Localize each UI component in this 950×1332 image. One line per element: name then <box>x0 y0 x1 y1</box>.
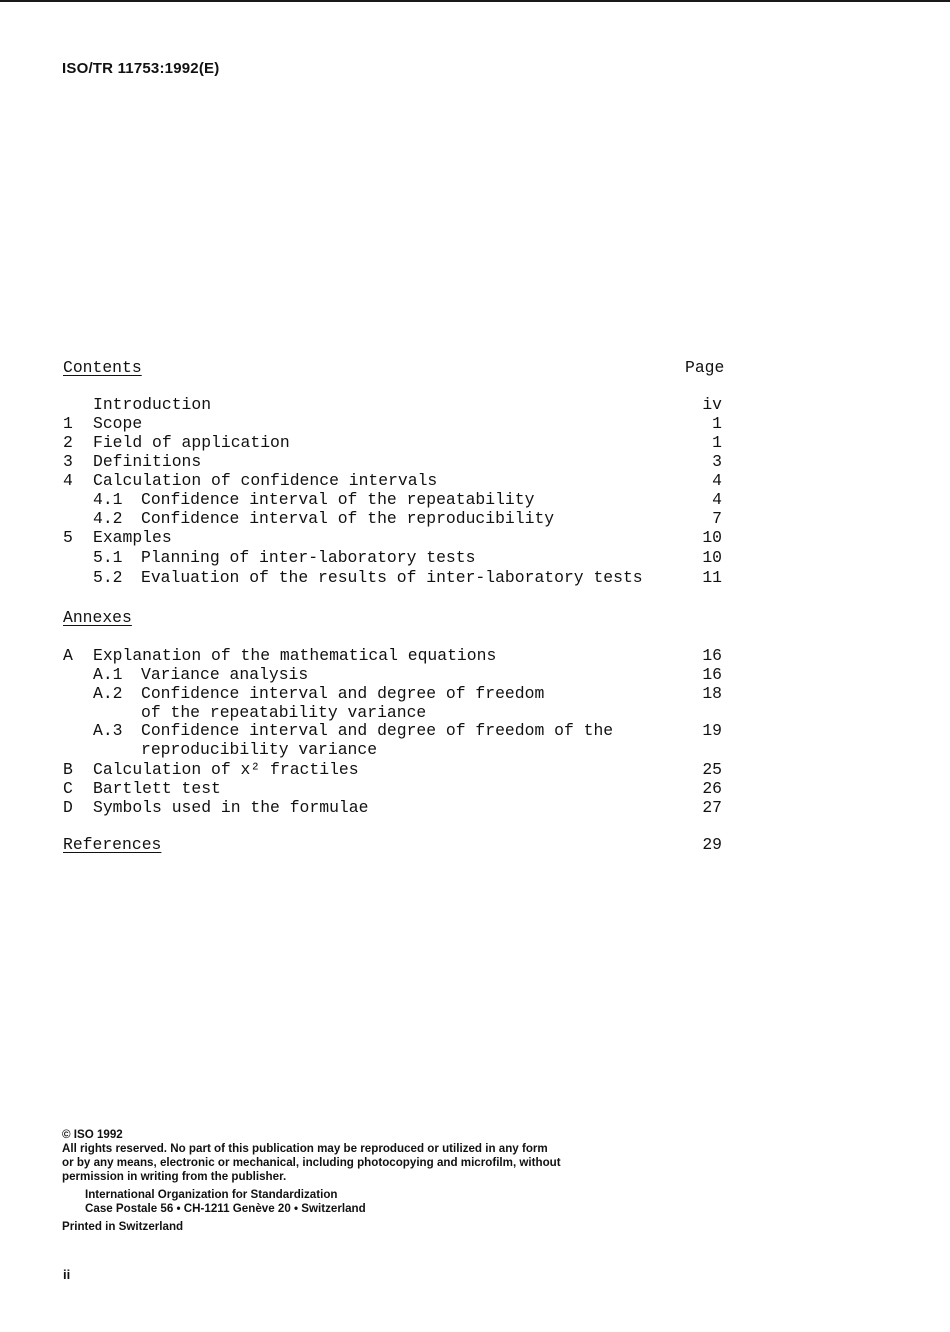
annex-number: A.1 <box>93 665 123 684</box>
copyright-line: © ISO 1992 <box>62 1128 123 1141</box>
toc-entry-page: 4 <box>712 490 722 509</box>
annex-page: 16 <box>702 646 722 665</box>
toc-entry-page: 1 <box>712 414 722 433</box>
annex-entry-a-3[interactable] <box>0 721 950 740</box>
annex-title-continued: of the repeatability variance <box>141 703 427 722</box>
annex-title: Variance analysis <box>141 665 309 684</box>
rights-text-line-2: or by any means, electronic or mechanical, including photocopying and microfilm, without <box>62 1156 561 1169</box>
toc-entry-4-2[interactable] <box>0 509 950 528</box>
toc-entry-title: Confidence interval of the repeatability <box>141 490 535 509</box>
annex-page: 18 <box>702 684 722 703</box>
references-entry[interactable] <box>0 835 950 854</box>
toc-entry-number: 4 <box>63 471 73 490</box>
toc-entry-number: 4.2 <box>93 509 123 528</box>
toc-entry-page: 4 <box>712 471 722 490</box>
top-rule <box>0 0 950 2</box>
annex-letter: A <box>63 646 73 665</box>
organization-name: International Organization for Standardization <box>85 1188 338 1201</box>
annex-letter: C <box>63 779 73 798</box>
toc-entry-page: iv <box>702 395 722 414</box>
toc-entry-page: 3 <box>712 452 722 471</box>
annexes-heading: Annexes <box>63 608 132 627</box>
toc-entry-title: Evaluation of the results of inter-laboratory tests <box>141 568 643 587</box>
annex-number: A.3 <box>93 721 123 740</box>
annex-title: Confidence interval and degree of freedom of the <box>141 721 614 740</box>
annex-title: Explanation of the mathematical equations <box>93 646 497 665</box>
annex-page: 26 <box>702 779 722 798</box>
toc-entry-field-of-application[interactable] <box>0 433 950 452</box>
toc-entry-title: Definitions <box>93 452 202 471</box>
annex-entry-b[interactable] <box>0 760 950 779</box>
annex-entry-c[interactable] <box>0 779 950 798</box>
contents-heading: Contents <box>63 358 142 377</box>
annex-entry-a-1[interactable] <box>0 665 950 684</box>
toc-entry-title: Scope <box>93 414 143 433</box>
rights-text-line-3: permission in writing from the publisher. <box>62 1170 287 1183</box>
annex-entry-a-2[interactable] <box>0 684 950 703</box>
toc-entry-page: 10 <box>702 548 722 567</box>
toc-entry-definitions[interactable] <box>0 452 950 471</box>
annex-letter: B <box>63 760 73 779</box>
annex-page: 25 <box>702 760 722 779</box>
toc-entry-number: 3 <box>63 452 73 471</box>
toc-entry-5-1[interactable] <box>0 548 950 567</box>
page-column-heading: Page <box>685 358 725 377</box>
annex-title-continued: reproducibility variance <box>141 740 378 759</box>
toc-entry-examples[interactable] <box>0 528 950 547</box>
toc-entry-number: 5.1 <box>93 548 123 567</box>
annex-entry-d[interactable] <box>0 798 950 817</box>
references-page: 29 <box>702 835 722 854</box>
toc-entry-introduction[interactable] <box>0 395 950 414</box>
annex-entry-a-3-continued <box>0 740 950 759</box>
toc-entry-page: 10 <box>702 528 722 547</box>
toc-entry-4-1[interactable] <box>0 490 950 509</box>
annex-entry-a[interactable] <box>0 646 950 665</box>
toc-entry-page: 7 <box>712 509 722 528</box>
annex-page: 19 <box>702 721 722 740</box>
rights-text-line-1: All rights reserved. No part of this publication may be reproduced or utilized in any form <box>62 1142 548 1155</box>
annex-letter: D <box>63 798 73 817</box>
document-identifier: ISO/TR 11753:1992(E) <box>62 60 220 77</box>
toc-entry-title: Introduction <box>93 395 212 414</box>
annex-title: Confidence interval and degree of freedom <box>141 684 545 703</box>
toc-entry-number: 4.1 <box>93 490 123 509</box>
annex-entry-a-2-continued <box>0 703 950 722</box>
annex-title: Calculation of x² fractiles <box>93 760 359 779</box>
toc-entry-scope[interactable] <box>0 414 950 433</box>
toc-entry-calculation[interactable] <box>0 471 950 490</box>
toc-entry-title: Field of application <box>93 433 290 452</box>
organization-address: Case Postale 56 • CH-1211 Genève 20 • Switzerland <box>85 1202 366 1215</box>
toc-entry-title: Examples <box>93 528 172 547</box>
annex-page: 27 <box>702 798 722 817</box>
annex-title: Bartlett test <box>93 779 221 798</box>
toc-entry-title: Confidence interval of the reproducibility <box>141 509 555 528</box>
page-number: ii <box>63 1267 71 1282</box>
annex-title: Symbols used in the formulae <box>93 798 369 817</box>
toc-entry-title: Calculation of confidence intervals <box>93 471 438 490</box>
references-heading: References <box>63 835 162 854</box>
toc-entry-page: 1 <box>712 433 722 452</box>
copyright-footer <box>62 1128 561 1234</box>
annex-page: 16 <box>702 665 722 684</box>
toc-entry-number: 2 <box>63 433 73 452</box>
toc-entry-page: 11 <box>702 568 722 587</box>
toc-entry-number: 5 <box>63 528 73 547</box>
toc-entry-number: 5.2 <box>93 568 123 587</box>
toc-entry-title: Planning of inter-laboratory tests <box>141 548 476 567</box>
toc-entry-5-2[interactable] <box>0 568 950 587</box>
annex-number: A.2 <box>93 684 123 703</box>
toc-entry-number: 1 <box>63 414 73 433</box>
printed-in: Printed in Switzerland <box>62 1220 184 1233</box>
